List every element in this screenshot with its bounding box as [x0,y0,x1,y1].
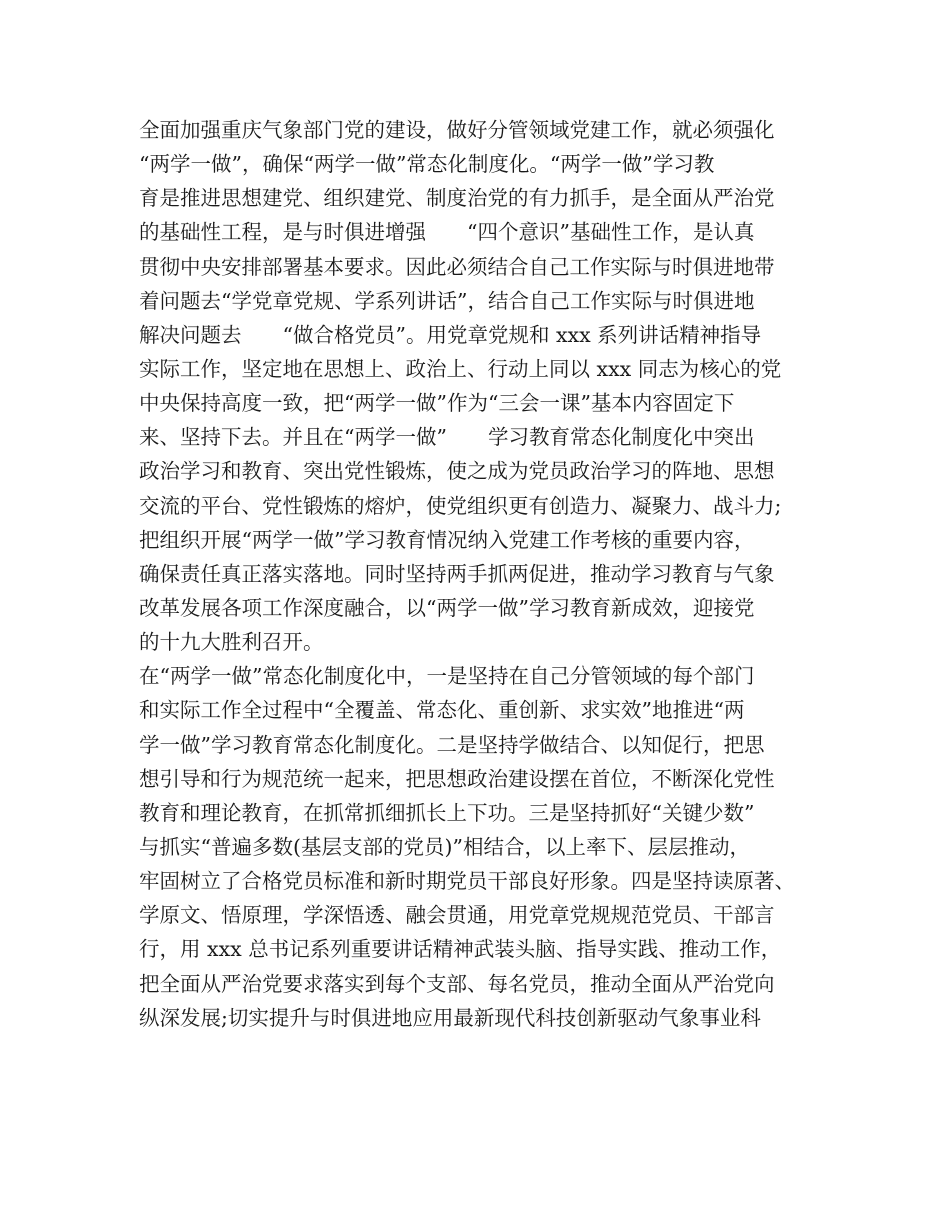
text-line: 育是推进思想建党、组织建党、制度治党的有力抓手，是全面从严治党 [139,186,775,211]
text-line: 学一做”学习教育常态化制度化。二是坚持学做结合、以知促行，把思 [139,732,765,757]
text-line: 行，用 xxx 总书记系列重要讲话精神武装头脑、指导实践、推动工作， [139,937,782,962]
text-line: 学原文、悟原理，学深悟透、融会贯通，用党章党规规范党员、干部言 [139,903,775,928]
text-line: 来、坚持下去。并且在“两学一做” 学习教育常态化制度化中突出 [139,425,755,450]
text-line: 纵深发展;切实提升与时俱进地应用最新现代科技创新驱动气象事业科 [139,1005,761,1030]
text-line: 政治学习和教育、突出党性锻炼，使之成为党员政治学习的阵地、思想 [139,459,775,484]
text-line: 改革发展各项工作深度融合，以“两学一做”学习教育新成效，迎接党 [139,595,755,620]
text-line: “两学一做”，确保“两学一做”常态化制度化。“两学一做”学习教 [139,152,715,177]
text-line: 的基础性工程，是与时俱进增强 “四个意识”基础性工作，是认真 [139,220,755,245]
text-line: 在“两学一做”常态化制度化中，一是坚持在自己分管领域的每个部门 [139,664,755,689]
text-line: 教育和理论教育，在抓常抓细抓长上下功。三是坚持抓好“关键少数” [139,800,755,825]
text-line: 与抓实“普遍多数(基层支部的党员)”相结合，以上率下、层层推动， [139,834,750,859]
text-line: 贯彻中央安排部署基本要求。因此必须结合自己工作实际与时俱进地带 [139,254,775,279]
text-line: 和实际工作全过程中“全覆盖、常态化、重创新、求实效”地推进“两 [139,698,745,723]
text-line: 想引导和行为规范统一起来，把思想政治建设摆在首位，不断深化党性 [139,766,775,791]
text-line: 确保责任真正落实落地。同时坚持两手抓两促进，推动学习教育与气象 [139,561,775,586]
text-line: 把组织开展“两学一做”学习教育情况纳入党建工作考核的重要内容， [139,527,755,552]
text-line: 着问题去“学党章党规、学系列讲话”，结合自己工作实际与时俱进地 [139,288,755,313]
text-line: 交流的平台、党性锻炼的熔炉，使党组织更有创造力、凝聚力、战斗力; [139,493,782,518]
text-line: 解决问题去 “做合格党员”。用党章党规和 xxx 系列讲话精神指导 [139,322,762,347]
text-line: 牢固树立了合格党员标准和新时期党员干部良好形象。四是坚持读原著、 [139,869,795,894]
text-line: 把全面从严治党要求落实到每个支部、每名党员，推动全面从严治党向 [139,971,775,996]
text-line: 的十九大胜利召开。 [139,630,324,655]
text-line: 实际工作，坚定地在思想上、政治上、行动上同以 xxx 同志为核心的党 [139,356,782,381]
body-text [139,113,839,1035]
text-line: 全面加强重庆气象部门党的建设，做好分管领域党建工作，就必须强化 [139,118,775,142]
text-line: 中央保持高度一致，把“两学一做”作为“三会一课”基本内容固定下 [139,391,735,416]
